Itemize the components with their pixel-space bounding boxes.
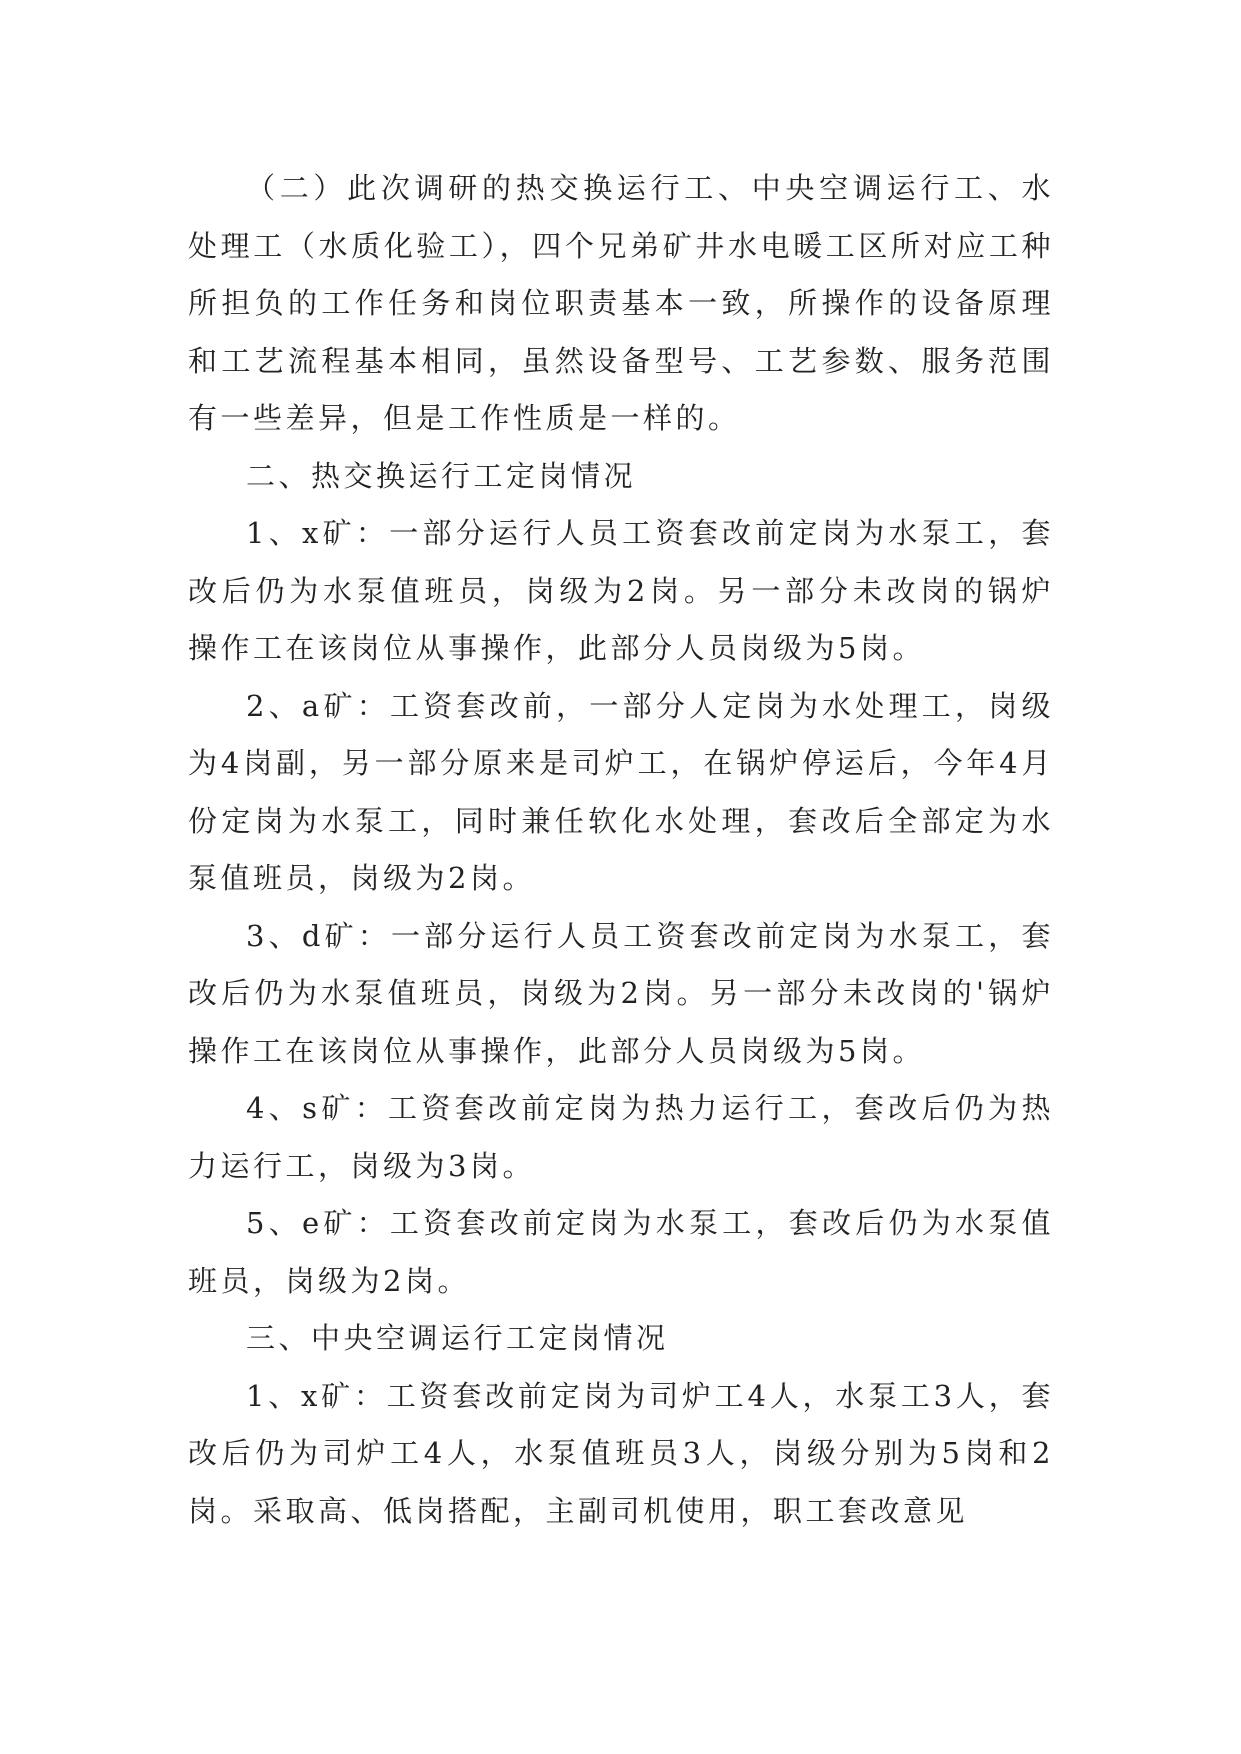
paragraph-heat-exchange-item-3: 3、d矿：一部分运行人员工资套改前定岗为水泵工，套改后仍为水泵值班员，岗级为2岗。另一部分未改岗的'锅炉操作工在该岗位从事操作，此部分人员岗级为5岗。 [188, 918, 1054, 1068]
paragraph-heat-exchange-item-2: 2、a矿：工资套改前，一部分人定岗为水处理工，岗级为4岗副，另一部分原来是司炉工，在锅炉停运后，今年4月份定岗为水泵工，同时兼任软化水处理，套改后全部定为水泵值班员，岗级为2岗。 [188, 688, 1054, 895]
section-heading-heat-exchange: 二、热交换运行工定岗情况 [246, 458, 637, 493]
document-body [188, 160, 1054, 1540]
paragraph-heat-exchange-item-1: 1、x矿：一部分运行人员工资套改前定岗为水泵工，套改后仍为水泵值班员，岗级为2岗。另一部分未改岗的锅炉操作工在该岗位从事操作，此部分人员岗级为5岗。 [188, 516, 1054, 665]
paragraph-heat-exchange-item-5: 5、e矿：工资套改前定岗为水泵工，套改后仍为水泵值班员，岗级为2岗。 [188, 1206, 1054, 1298]
paragraph-intro-section-2: （二）此次调研的热交换运行工、中央空调运行工、水处理工（水质化验工），四个兄弟矿井水电暖工区所对应工种所担负的工作任务和岗位职责基本一致，所操作的设备原理和工艺流程基本相同，虽然设备型号、工艺参数、服务范围有一些差异，但是工作性质是一样的。 [188, 171, 1054, 435]
paragraph-central-ac-item-1: 1、x矿：工资套改前定岗为司炉工4人，水泵工3人，套改后仍为司炉工4人，水泵值班员3人，岗级分别为5岗和2岗。采取高、低岗搭配，主副司机使用，职工套改意见 [188, 1378, 1054, 1528]
paragraph-heat-exchange-item-4: 4、s矿：工资套改前定岗为热力运行工，套改后仍为热力运行工，岗级为3岗。 [188, 1091, 1054, 1183]
section-heading-central-ac: 三、中央空调运行工定岗情况 [246, 1321, 669, 1355]
